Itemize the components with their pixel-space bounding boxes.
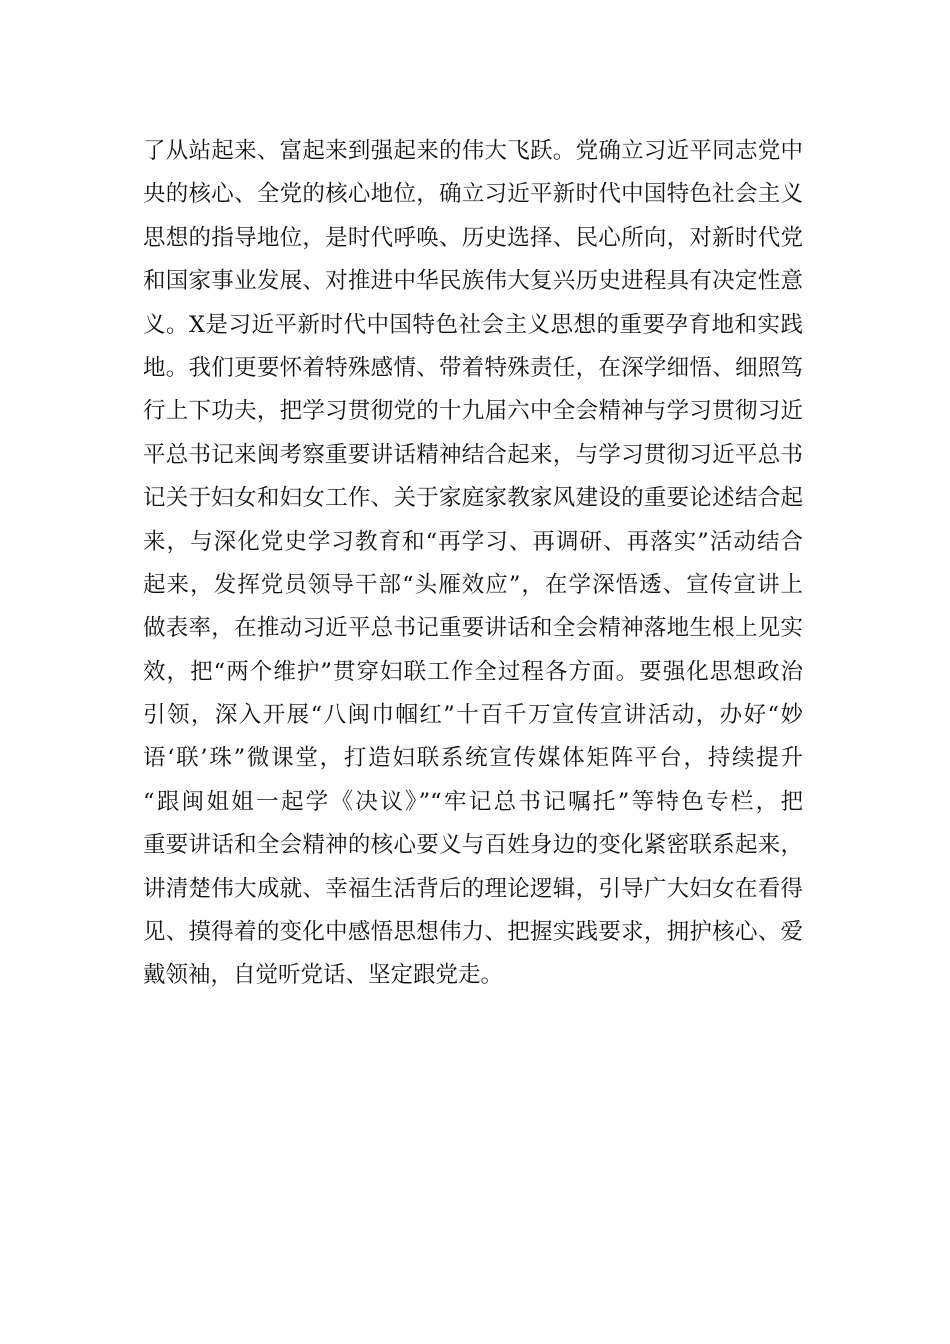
text-line: 讲清楚伟大成就、幸福生活背后的理论逻辑，引导广大妇女在看得	[143, 875, 803, 902]
text-line: 和国家事业发展、对推进中华民族伟大复兴历史进程具有决定性意	[143, 268, 803, 295]
text-line: 见、摸得着的变化中感悟思想伟力、把握实践要求，拥护核心、爱	[143, 919, 803, 946]
text-line: 重要讲话和全会精神的核心要义与百姓身边的变化紧密联系起来，	[143, 832, 803, 859]
text-line: 起来，发挥党员领导干部“头雁效应”，在学深悟透、宣传宣讲上	[143, 571, 803, 598]
text-line: 思想的指导地位，是时代呼唤、历史选择、民心所向，对新时代党	[143, 224, 803, 251]
text-line: 来，与深化党史学习教育和“再学习、再调研、再落实”活动结合	[143, 528, 803, 555]
text-line: 效，把“两个维护”贯穿妇联工作全过程各方面。要强化思想政治	[143, 658, 803, 685]
text-line: 引领，深入开展“八闽巾帼红”十百千万宣传宣讲活动，办好“妙	[143, 702, 803, 729]
text-line: 行上下功夫，把学习贯彻党的十九届六中全会精神与学习贯彻习近	[143, 398, 803, 425]
text-line: 了从站起来、富起来到强起来的伟大飞跃。党确立习近平同志党中	[143, 138, 803, 164]
text-line-last: 戴领袖，自觉听党话、坚定跟党走。	[143, 962, 504, 989]
text-line: “跟闽姐姐一起学《决议》”“牢记总书记嘱托”等特色专栏，把	[143, 788, 803, 815]
text-line: 平总书记来闽考察重要讲话精神结合起来，与学习贯彻习近平总书	[143, 441, 803, 468]
text-line: 地。我们更要怀着特殊感情、带着特殊责任，在深学细悟、细照笃	[143, 354, 803, 381]
text-line: 记关于妇女和妇女工作、关于家庭家教家风建设的重要论述结合起	[143, 485, 803, 512]
text-line: 央的核心、全党的核心地位，确立习近平新时代中国特色社会主义	[143, 181, 803, 208]
text-line: 义。X是习近平新时代中国特色社会主义思想的重要孕育地和实践	[143, 311, 803, 338]
text-line: 语‘联’珠”微课堂，打造妇联系统宣传媒体矩阵平台，持续提升	[143, 745, 803, 772]
text-line: 做表率，在推动习近平总书记重要讲话和全会精神落地生根上见实	[143, 615, 803, 642]
document-body-paragraph	[143, 130, 803, 998]
